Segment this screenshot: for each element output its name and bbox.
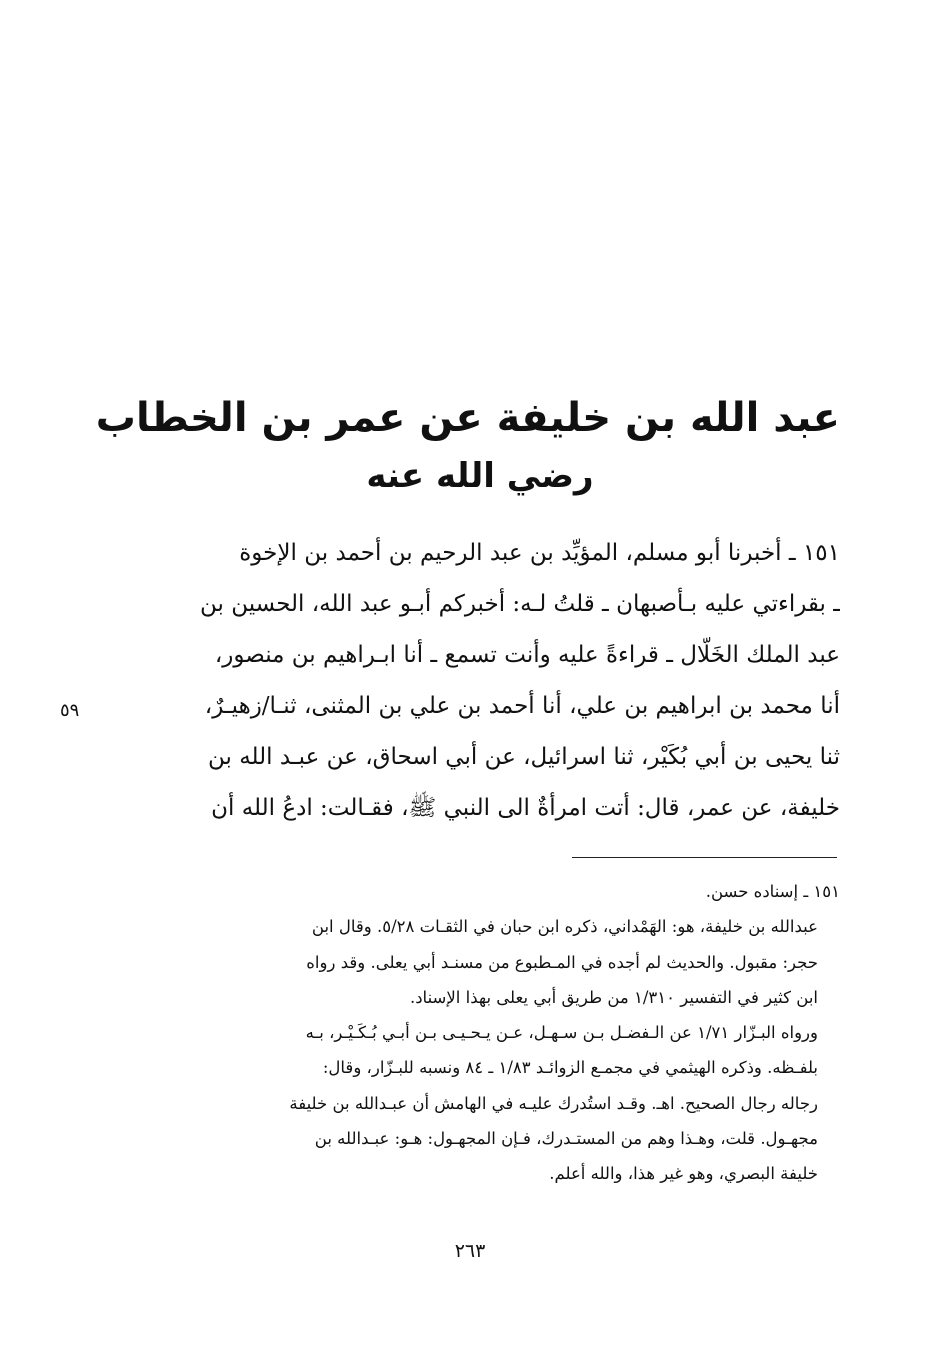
footnote-line: حجر: مقبول. والحديث لم أجده في المـطبوع من مسنـد أبي يعلى. وقد رواه <box>306 952 818 972</box>
footnote-line: بلفـظه. وذكره الهيثمي في مجمـع الزوائـد ١/٨٣ ـ ٨٤ ونسبه للبـزّار، وقال: <box>322 1058 818 1078</box>
hadith-text <box>128 528 840 834</box>
footnote-line: مجهـول. قلت، وهـذا وهم من المستـدرك، فـإن المجهـول: هـو: عبـدالله بن <box>314 1129 818 1149</box>
footnote-line: رجاله رجال الصحيح. اهـ. وقـد استُدرك عليـه في الهامش أن عبـدالله بن خليفة <box>289 1093 818 1113</box>
footnote-line: خليفة البصري، وهو غير هذا، والله أعلم. <box>549 1164 818 1184</box>
footnote-line: ١٥١ ـ إسناده حسن. <box>705 882 840 901</box>
footnote-separator <box>572 857 837 858</box>
body-line: ـ بقراءتي عليه بـأصبهان ـ قلتُ لـه: أخبركم أبـو عبد الله، الحسين بن <box>200 591 840 617</box>
body-line: ثنا يحيى بن أبي بُكَيْر، ثنا اسرائيل، عن أبي اسحاق، عن عبـد الله بن <box>208 744 840 770</box>
margin-reference-number: ٥٩ <box>60 700 80 721</box>
chapter-subtitle: رضي الله عنه <box>366 456 594 496</box>
chapter-title: عبد الله بن خليفة عن عمر بن الخطاب <box>95 395 840 441</box>
body-line: أنا محمد بن ابراهيم بن علي، أنا أحمد بن علي بن المثنى، ثنـا/زهيـرٌ، <box>204 693 840 719</box>
body-line: خليفة، عن عمر، قال: أتت امرأةٌ الى النبي ﷺ، فقـالت: ادعُ الله أن <box>211 795 840 821</box>
footnote-line: ابن كثير في التفسير ١/٣١٠ من طريق أبي يعلى بهذا الإسناد. <box>409 987 818 1007</box>
body-line: ١٥١ ـ أخبرنا أبو مسلم، المؤيِّد بن عبد الرحيم بن أحمد بن الإخوة <box>239 540 840 566</box>
footnotes <box>130 874 840 1192</box>
page-number: ٢٦٣ <box>454 1240 486 1262</box>
footnote-line: عبدالله بن خليفة، هو: الهَمْداني، ذكره ابن حبان في الثقـات ٥/٢٨. وقال ابن <box>311 917 818 937</box>
footnote-line: ورواه البـزّار ١/٧١ عن الـفضـل بـن سـهـل، عـن يـحـيـى بـن أبـي بُـكَـيْـر، بـه <box>305 1023 818 1043</box>
body-line: عبد الملك الخَلّال ـ قراءةً عليه وأنت تسمع ـ أنا ابـراهيم بن منصور، <box>214 642 840 668</box>
